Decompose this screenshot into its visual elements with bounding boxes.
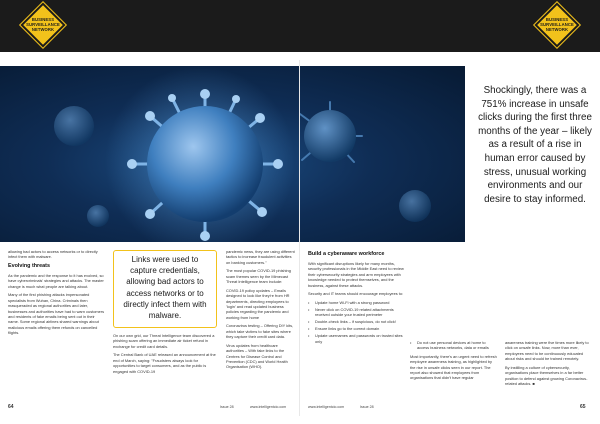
business-surveillance-logo-right: [534, 2, 580, 48]
subheading-evolving-threats: Evolving threats: [8, 263, 50, 269]
logo-text: BUSINESS SURVEILLANCE NETWORK: [26, 17, 60, 32]
page-gutter: [299, 60, 300, 416]
secondary-virus-particle: [300, 102, 362, 162]
list-item: • Double-check links – if suspicious, do not click!: [308, 319, 404, 324]
list-item: • Never click on COVID-19 related attachments received outside your trusted perimeter: [308, 307, 404, 318]
list-item: • Update usernames and passwords on trusted sites only: [308, 333, 404, 344]
article-column-3: pandemic news, they are using different tactics to increase fraudulent activities on banking customers." The most popular COVID-19 phishing scam themes seen by the Mimecast Threat Intelligence team include: COVID-19 policy updates – Emails designed to look like they're from HR departments, directing employees to 'login' and read updated business policies regarding the pandemic and working from home Coronavirus testing – Offering DIY kits, which take victims to fake sites where they capture their credit card data. Virus updates from healthcare authorities – With fake links to the Centres for Disease Control and Prevention (CDC) and World Health Organisation (WHO).: [226, 249, 295, 370]
pull-quote-box: Links were used to capture credentials, allowing bad actors to access networks or to directly infect them with malware.: [113, 250, 217, 328]
list-item: • Do not use personal devices at home to access business networks, data or emails: [410, 340, 498, 351]
pull-quote-sidebar: [465, 66, 600, 242]
employee-tips-list-continued: [410, 340, 498, 351]
article-column-2: On our own grid, our Threat Intelligence team discovered a phishing scam offering an immediate air ticket refund in exchange for credit card details. The Central Bank of UAE released an announcement at the end of March, saying: "Fraudsters always look for opportunities to target consumers, and as the public is engaged with COVID-19: [113, 333, 216, 374]
list-item: • Update home Wi-Fi with a strong password: [308, 300, 404, 305]
employee-tips-list: [308, 300, 404, 344]
business-surveillance-logo-left: [20, 2, 66, 48]
article-column-6: awareness training were five times more likely to click on unsafe links. Now, more than ever, employees need to be continuously educated about risks and should be trained remotely. By instilling a culture of cybersecurity, organisations place themselves in a far better position to defend against growing Coronavirus-related attacks. ■: [505, 340, 589, 387]
top-banner: [0, 0, 600, 52]
website-left: www.intelligentcio.com: [250, 405, 287, 409]
subheading-cyberaware-workforce: Build a cyberaware workforce: [308, 251, 385, 257]
virus-illustration: [0, 66, 465, 242]
page-number-left: 64: [8, 404, 14, 410]
list-item: • Ensure links go to the correct domain: [308, 326, 404, 331]
coronavirus-hero-image: [0, 66, 465, 242]
issue-label-right: Issue 28: [360, 405, 374, 409]
logo-text: BUSINESS SURVEILLANCE NETWORK: [540, 17, 574, 32]
article-column-1: allowing bad actors to access networks or to directly infect them with malware. Evolving threats As the pandemic and the response to it has evolved, so have cybercriminals' strategies and attacks. The master change is much what people are talking about. Many of the first phishing attacks impersonated specialists from Wuhan, China. Criminals then masqueraded as regional authorities and later, businesses and authorities have had to warn customers and residents of fake emails being sent out in their name. Some regional airlines shared warnings about malicious emails offering them refunds on cancelled flights.: [8, 249, 105, 336]
article-column-5: • Do not use personal devices at home to access business networks, data or emails Most importantly, there's an urgent need to refresh employee awareness training, as highlighted by the rise in unsafe clicks seen in our report. The report also showed that employees from organisations that didn't have regular: [410, 340, 498, 384]
website-right: www.intelligentcio.com: [308, 405, 345, 409]
pull-quote-statistic: Shockingly, there was a 751% increase in unsafe clicks during the first three months of the year – likely as a result of a rise in human error caused by stress, unusual working environments and our desire to stay informed.: [478, 85, 592, 205]
issue-label-left: Issue 28: [220, 405, 234, 409]
page-number-right: 65: [580, 404, 586, 410]
article-column-4: Build a cyberaware workforce With significant disruptions likely for many months, security professionals in the Middle East need to review their cybersecurity strategies and arm employees with knowledge needed to protect themselves, and the business, against these attacks. Security and IT teams should encourage employees to: • Update home Wi-Fi with a strong password • Never click on COVID-19 related attachments received outside your trusted perimeter • Double-check links – if suspicious, do not click! • Ensure links go to the correct domain • Update usernames and passwords on trusted sites only: [308, 249, 404, 347]
